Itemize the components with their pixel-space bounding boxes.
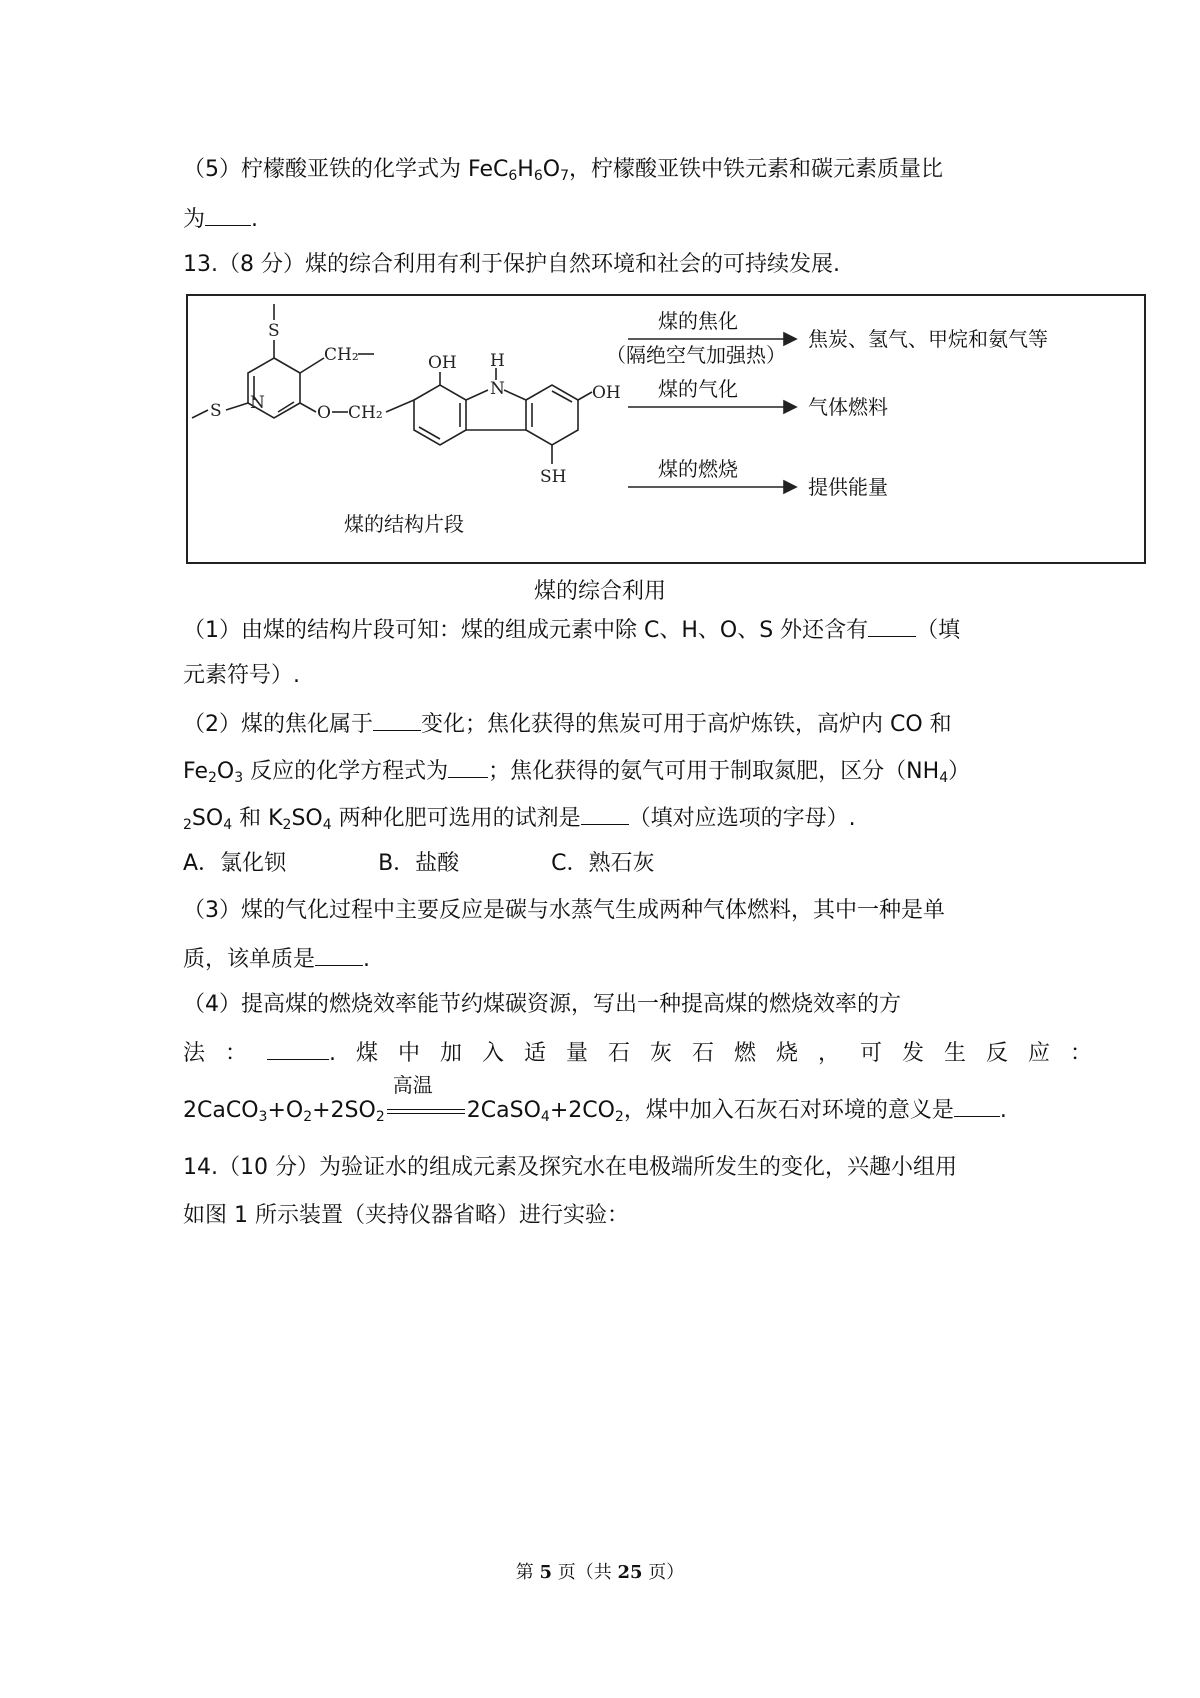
atom-oh-left: OH [428,353,457,373]
answer-blank[interactable] [448,755,488,778]
bond [226,403,248,410]
structure-label: 煤的结构片段 [344,512,464,536]
q12-part5-line2: 为 . [183,203,258,235]
result-gasification: 气体燃料 [808,395,888,419]
double-bond [419,427,440,439]
answer-blank[interactable] [373,708,421,731]
atom-ch2-top: CH₂ [324,345,359,365]
q13-options [183,849,655,879]
answer-blank[interactable] [315,943,363,966]
bond [504,390,526,400]
atom-s-left: S [210,401,222,421]
page-footer: 第 5 页（共 25 页） [515,1562,685,1583]
answer-blank[interactable] [267,1037,329,1060]
q13-equation-line: $2CaCO_3+O_2+2SO_2$ 高温 $2CaSO_4+2CO_2$，煤中加入石灰石对环境的意义是 . [183,1094,1007,1126]
answer-blank[interactable] [205,203,251,226]
bond [578,392,592,400]
bond [300,403,316,412]
q14-line1: 14.（10 分）为验证水的组成元素及探究水在电极端所发生的变化，兴趣小组用 [183,1155,957,1180]
bond [192,410,208,418]
benzene-ring-right [526,385,578,445]
q13-part1-line1: （1）由煤的结构片段可知：煤的组成元素中除 C、H、O、S 外还含有 （填 [183,614,960,646]
bond [386,400,414,412]
atom-n-pyridine: N [250,393,265,413]
atom-s-top: S [268,321,280,341]
coal-structure-diagram [188,296,1144,562]
q13-part4-line1: （4）提高煤的燃烧效率能节约煤碳资源，写出一种提高煤的燃烧效率的方 [183,992,901,1017]
option-a[interactable]: A．氯化钡 [183,851,287,876]
answer-blank[interactable] [954,1094,1000,1117]
process-gasification-label: 煤的气化 [658,377,738,401]
figure-caption: 煤的综合利用 [533,579,666,604]
arrowhead [784,481,796,493]
q13-part1-line2: 元素符号）. [183,663,300,688]
process-combustion-label: 煤的燃烧 [658,457,738,481]
q12-part5-line1: （5）柠檬酸亚铁的化学式为 $FeC_6H_6O_7$，柠檬酸亚铁中铁元素和碳元素质量比 [183,157,943,184]
atom-o-link: O [317,403,331,423]
option-b[interactable]: B．盐酸 [378,851,460,876]
answer-blank[interactable] [581,802,629,825]
q13-part4-line2: 法： .煤中加入适量石灰石燃烧，可发生反应： [183,1037,1112,1069]
equals-sign [387,1109,465,1114]
bond [300,358,324,373]
bond [466,390,488,400]
atom-oh-right: OH [592,383,621,403]
benzene-ring-left [414,385,466,445]
atom-n-carbazole: N [490,379,505,399]
result-combustion: 提供能量 [808,475,888,499]
q13-part2-line1: （2）煤的焦化属于 变化；焦化获得的焦炭可用于高炉炼铁，高炉内 CO 和 [183,708,952,740]
page-number: 5 [539,1562,552,1583]
q13-part3-line2: 质，该单质是 . [183,943,370,975]
atom-ch2-link: CH₂ [348,403,383,423]
atom-sh: SH [540,467,567,487]
q13-part2-line2: $Fe_2O_3$ 反应的化学方程式为 ；焦化获得的氨气可用于制取氮肥，区分$(NH_4)$ [183,755,970,787]
option-c[interactable]: C．熟石灰 [551,851,655,876]
process-coking-label: 煤的焦化 [658,309,738,333]
answer-blank[interactable] [868,614,916,637]
q13-header: 13.（8 分）煤的综合利用有利于保护自然环境和社会的可持续发展. [183,252,840,277]
coal-utilization-figure [186,294,1146,564]
result-coking: 焦炭、氢气、甲烷和氨气等 [808,327,1048,351]
process-coking-condition: （隔绝空气加强热） [606,343,786,367]
double-bond [552,391,572,402]
atom-h: H [490,351,505,371]
arrowhead [784,401,796,413]
page-total: 25 [617,1562,643,1583]
reaction-condition: 高温 [392,1073,433,1097]
q13-part2-line3: $_2SO_4$ 和 $K_2SO_4$ 两种化肥可选用的试剂是 （填对应选项的字母）. [183,802,856,834]
q13-part3-line1: （3）煤的气化过程中主要反应是碳与水蒸气生成两种气体燃料，其中一种是单 [183,898,945,923]
q14-line2: 如图 1 所示装置（夹持仪器省略）进行实验： [183,1203,629,1228]
